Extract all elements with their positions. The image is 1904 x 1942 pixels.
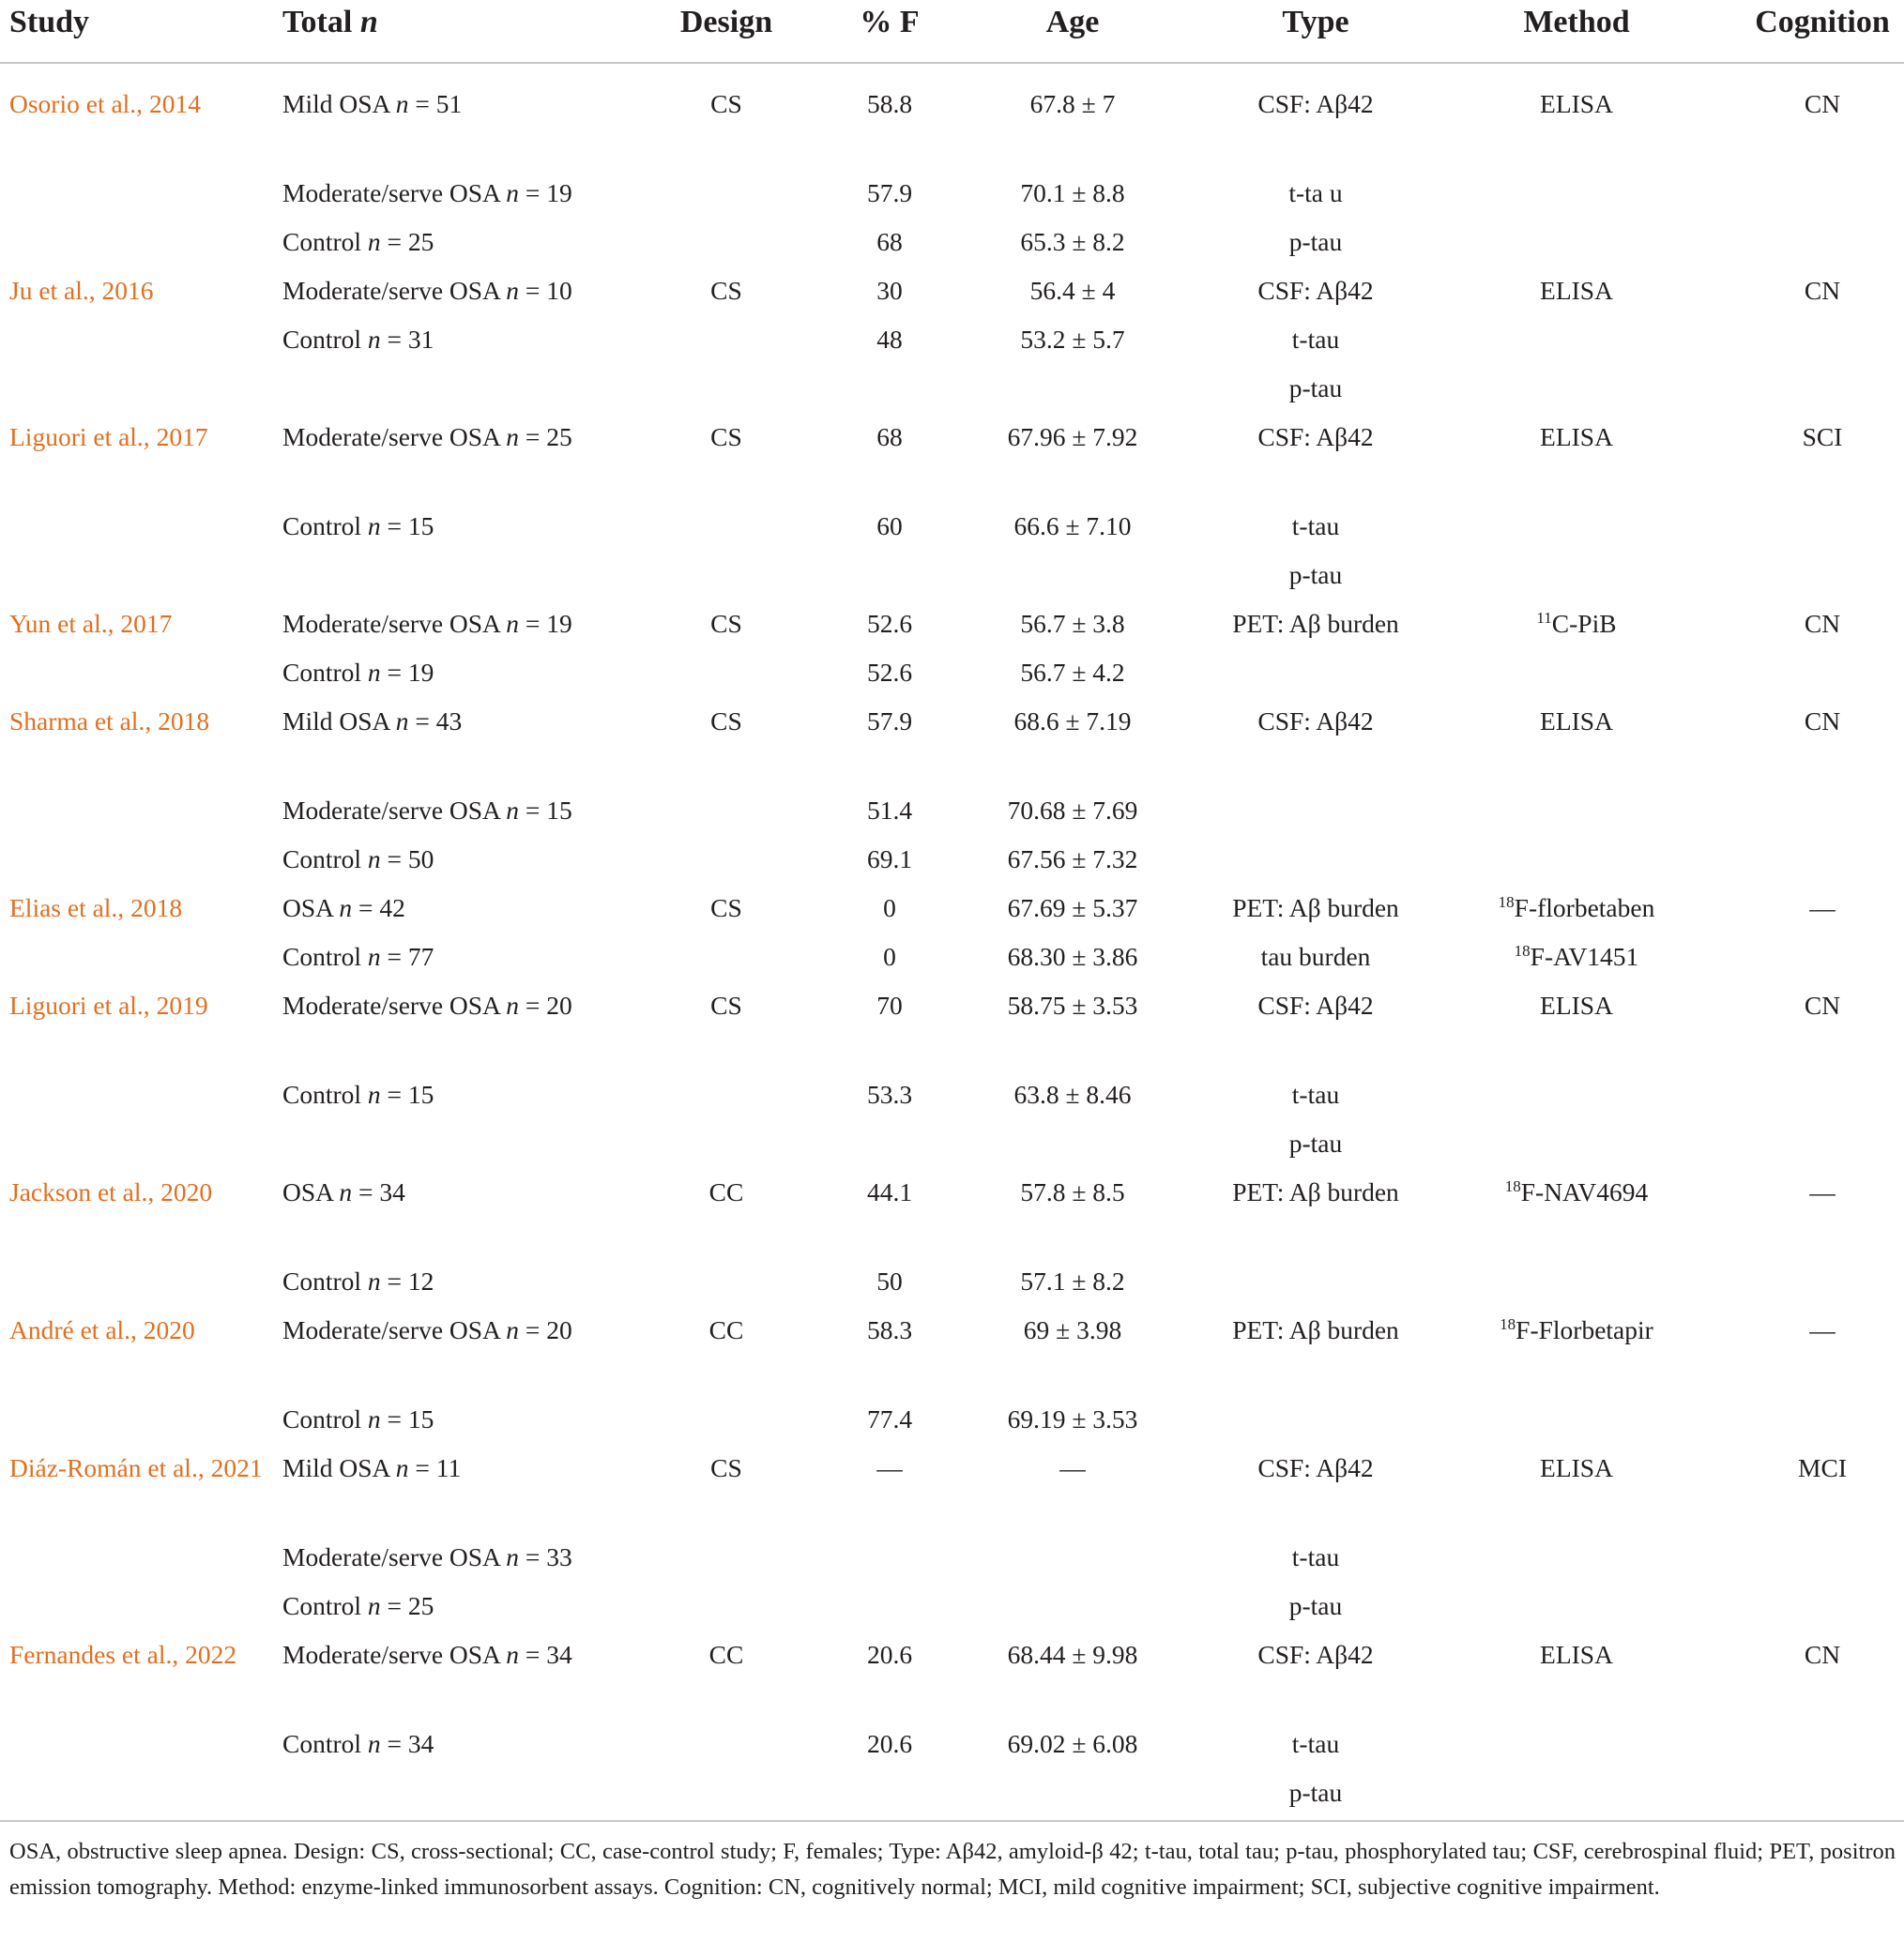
age-cell: 67.69 ± 5.37 — [1007, 893, 1138, 922]
group-total-n: Control n = 19 — [282, 658, 434, 687]
age-cell: 57.1 ± 8.2 — [1020, 1267, 1125, 1296]
group-total-n: Control n = 15 — [282, 1404, 434, 1434]
header-design: Design — [679, 5, 773, 39]
age-cell: 67.96 ± 7.92 — [1007, 422, 1138, 451]
group-total-n: Control n = 25 — [282, 227, 434, 256]
type-cell: PET: Aβ burden — [1232, 893, 1399, 922]
design-cell: CS — [710, 706, 742, 736]
age-cell: 70.68 ± 7.69 — [1007, 796, 1138, 825]
design-cell: CS — [710, 609, 742, 638]
method-cell: $^{18}$F-Florbetapir — [1500, 1314, 1653, 1344]
pct-female-cell: 60 — [876, 511, 903, 540]
pct-female-cell: 0 — [883, 893, 896, 922]
age-cell: 56.4 ± 4 — [1029, 276, 1116, 305]
header-type: Type — [1282, 5, 1349, 39]
type-cell: t-tau — [1291, 511, 1340, 540]
group-total-n: Moderate/serve OSA n = 19 — [282, 609, 572, 638]
design-cell: CS — [710, 276, 742, 305]
group-total-n: Control n = 15 — [282, 1080, 434, 1109]
group-total-n: Control n = 31 — [282, 325, 434, 354]
method-cell: ELISA — [1540, 706, 1613, 736]
cognition-cell: — — [1809, 893, 1835, 922]
cognition-cell: CN — [1804, 276, 1841, 305]
group-total-n: Moderate/serve OSA n = 25 — [282, 422, 572, 451]
pct-female-cell: 30 — [876, 276, 903, 305]
pct-female-cell: 53.3 — [866, 1080, 913, 1109]
age-cell: — — [1059, 1453, 1086, 1482]
method-cell: ELISA — [1540, 1640, 1613, 1669]
age-cell: 63.8 ± 8.46 — [1013, 1080, 1132, 1109]
pct-female-cell: 0 — [883, 942, 896, 971]
design-cell: CS — [710, 89, 742, 118]
pct-female-cell: 48 — [876, 325, 903, 354]
group-total-n: Control n = 12 — [282, 1267, 434, 1296]
study-citation: Jackson et al., 2020 — [9, 1177, 213, 1206]
age-cell: 67.8 ± 7 — [1029, 89, 1116, 118]
group-total-n: Mild OSA n = 11 — [282, 1453, 462, 1482]
cognition-cell: MCI — [1798, 1453, 1847, 1482]
pct-female-cell: 58.3 — [866, 1315, 913, 1344]
type-cell: PET: Aβ burden — [1232, 1315, 1399, 1344]
design-cell: CC — [708, 1177, 744, 1206]
type-cell: CSF: Aβ42 — [1257, 1640, 1374, 1669]
type-cell: PET: Aβ burden — [1232, 1177, 1399, 1206]
type-cell: PET: Aβ burden — [1232, 609, 1399, 638]
age-cell: 68.44 ± 9.98 — [1007, 1640, 1138, 1669]
cognition-cell: SCI — [1802, 422, 1843, 451]
group-total-n: Moderate/serve OSA n = 10 — [282, 276, 572, 305]
group-total-n: Moderate/serve OSA n = 19 — [282, 178, 572, 207]
group-total-n: Moderate/serve OSA n = 20 — [282, 991, 572, 1020]
group-total-n: Mild OSA n = 43 — [282, 706, 463, 736]
age-cell: 68.6 ± 7.19 — [1013, 706, 1132, 736]
study-citation: André et al., 2020 — [9, 1315, 195, 1344]
pct-female-cell: — — [876, 1453, 903, 1482]
type-cell: t-tau — [1291, 1542, 1340, 1571]
header-study: Study — [9, 5, 90, 39]
type-cell: tau burden — [1260, 942, 1371, 971]
type-cell: CSF: Aβ42 — [1257, 276, 1374, 305]
cognition-cell: CN — [1804, 89, 1841, 118]
design-cell: CS — [710, 1453, 742, 1482]
pct-female-cell: 68 — [876, 227, 903, 256]
method-cell: ELISA — [1540, 276, 1613, 305]
footnote: OSA, obstructive sleep apnea. Design: CS, cross-sectional; CC, case-control study; F, females; Type: Aβ42, amyloid-β 42; t-tau, total tau; p-tau, phosphorylated tau; CSF, cerebrospinal fluid; PET, positron emission tomography. Method: enzyme-linked immunosorbent assays. Cognition: CN, cognitively normal; MCI, mild cognitive impairment; SCI, subjective cognitive impairment. — [9, 1839, 1896, 1900]
cognition-cell: — — [1809, 1177, 1835, 1206]
type-cell: CSF: Aβ42 — [1257, 422, 1374, 451]
header-method: Method — [1523, 5, 1630, 39]
type-cell: CSF: Aβ42 — [1257, 1453, 1374, 1482]
header-age: Age — [1045, 5, 1100, 39]
study-citation: Yun et al., 2017 — [9, 609, 173, 638]
method-cell: ELISA — [1540, 991, 1613, 1020]
pct-female-cell: 70 — [876, 991, 903, 1020]
type-cell: t-ta u — [1288, 178, 1343, 207]
age-cell: 69 ± 3.98 — [1023, 1315, 1122, 1344]
study-citation: Diáz-Román et al., 2021 — [9, 1453, 263, 1482]
cognition-cell: — — [1809, 1315, 1835, 1344]
header-cognition: Cognition — [1755, 5, 1890, 39]
cognition-cell: CN — [1804, 706, 1841, 736]
age-cell: 53.2 ± 5.7 — [1020, 325, 1125, 354]
type-cell: CSF: Aβ42 — [1257, 706, 1374, 736]
group-total-n: Mild OSA n = 51 — [282, 89, 463, 118]
study-citation: Elias et al., 2018 — [9, 893, 183, 922]
age-cell: 56.7 ± 3.8 — [1020, 609, 1125, 638]
type-cell: p-tau — [1288, 373, 1343, 402]
design-cell: CS — [710, 991, 742, 1020]
group-total-n: Control n = 15 — [282, 511, 434, 540]
method-cell: $^{11}$C-PiB — [1536, 608, 1617, 638]
pct-female-cell: 58.8 — [866, 89, 913, 118]
study-citation: Sharma et al., 2018 — [9, 706, 210, 736]
type-cell: t-tau — [1291, 1080, 1340, 1109]
age-cell: 68.30 ± 3.86 — [1007, 942, 1138, 971]
study-citation: Liguori et al., 2017 — [9, 422, 208, 451]
type-cell: p-tau — [1288, 1591, 1343, 1620]
type-cell: CSF: Aβ42 — [1257, 991, 1374, 1020]
type-cell: p-tau — [1288, 227, 1343, 256]
pct-female-cell: 77.4 — [866, 1404, 913, 1434]
group-total-n: Control n = 25 — [282, 1591, 434, 1620]
design-cell: CC — [708, 1315, 744, 1344]
group-total-n: Control n = 34 — [282, 1729, 434, 1758]
age-cell: 69.19 ± 3.53 — [1007, 1404, 1138, 1434]
group-total-n: Moderate/serve OSA n = 33 — [282, 1542, 572, 1571]
type-cell: t-tau — [1291, 1729, 1340, 1758]
method-cell: $^{18}$F-florbetaben — [1498, 892, 1655, 922]
pct-female-cell: 20.6 — [866, 1640, 913, 1669]
cognition-cell: CN — [1804, 1640, 1841, 1669]
study-citation: Osorio et al., 2014 — [9, 89, 201, 118]
type-cell: t-tau — [1291, 325, 1340, 354]
pct-female-cell: 69.1 — [866, 844, 913, 873]
method-cell: ELISA — [1540, 1453, 1613, 1482]
group-total-n: Control n = 77 — [282, 942, 434, 971]
cognition-cell: CN — [1804, 991, 1841, 1020]
age-cell: 67.56 ± 7.32 — [1007, 844, 1138, 873]
type-cell: CSF: Aβ42 — [1257, 89, 1374, 118]
pct-female-cell: 52.6 — [866, 609, 913, 638]
design-cell: CS — [710, 893, 742, 922]
age-cell: 66.6 ± 7.10 — [1013, 511, 1132, 540]
design-cell: CS — [710, 422, 742, 451]
pct-female-cell: 52.6 — [866, 658, 913, 687]
footer-rule — [0, 1820, 1904, 1822]
study-citation: Fernandes et al., 2022 — [9, 1640, 237, 1669]
type-cell: p-tau — [1288, 1129, 1343, 1158]
group-total-n: OSA n = 34 — [282, 1177, 405, 1206]
age-cell: 57.8 ± 8.5 — [1020, 1177, 1125, 1206]
design-cell: CC — [708, 1640, 744, 1669]
pct-female-cell: 50 — [876, 1267, 903, 1296]
group-total-n: Control n = 50 — [282, 844, 434, 873]
pct-female-cell: 57.9 — [866, 706, 913, 736]
method-cell: ELISA — [1540, 422, 1613, 451]
method-cell: $^{18}$F-NAV4694 — [1504, 1176, 1649, 1206]
age-cell: 56.7 ± 4.2 — [1020, 658, 1125, 687]
header-rule — [0, 62, 1904, 64]
pct-female-cell: 51.4 — [866, 796, 913, 825]
header-pct-f: % F — [860, 5, 920, 39]
pct-female-cell: 44.1 — [866, 1177, 913, 1206]
age-cell: 58.75 ± 3.53 — [1007, 991, 1138, 1020]
age-cell: 69.02 ± 6.08 — [1007, 1729, 1138, 1758]
age-cell: 70.1 ± 8.8 — [1020, 178, 1125, 207]
pct-female-cell: 57.9 — [866, 178, 913, 207]
group-total-n: Moderate/serve OSA n = 34 — [282, 1640, 572, 1669]
method-cell: ELISA — [1540, 89, 1613, 118]
group-total-n: Moderate/serve OSA n = 20 — [282, 1315, 572, 1344]
group-total-n: Moderate/serve OSA n = 15 — [282, 796, 572, 825]
study-citation: Ju et al., 2016 — [9, 276, 154, 305]
age-cell: 65.3 ± 8.2 — [1020, 227, 1125, 256]
header-total-n: Total n — [282, 5, 378, 39]
method-cell: $^{18}$F-AV1451 — [1514, 941, 1639, 971]
group-total-n: OSA n = 42 — [282, 893, 405, 922]
cognition-cell: CN — [1804, 609, 1841, 638]
study-citation: Liguori et al., 2019 — [9, 991, 208, 1020]
pct-female-cell: 68 — [876, 422, 903, 451]
pct-female-cell: 20.6 — [866, 1729, 913, 1758]
type-cell: p-tau — [1288, 560, 1343, 589]
type-cell: p-tau — [1288, 1778, 1343, 1807]
